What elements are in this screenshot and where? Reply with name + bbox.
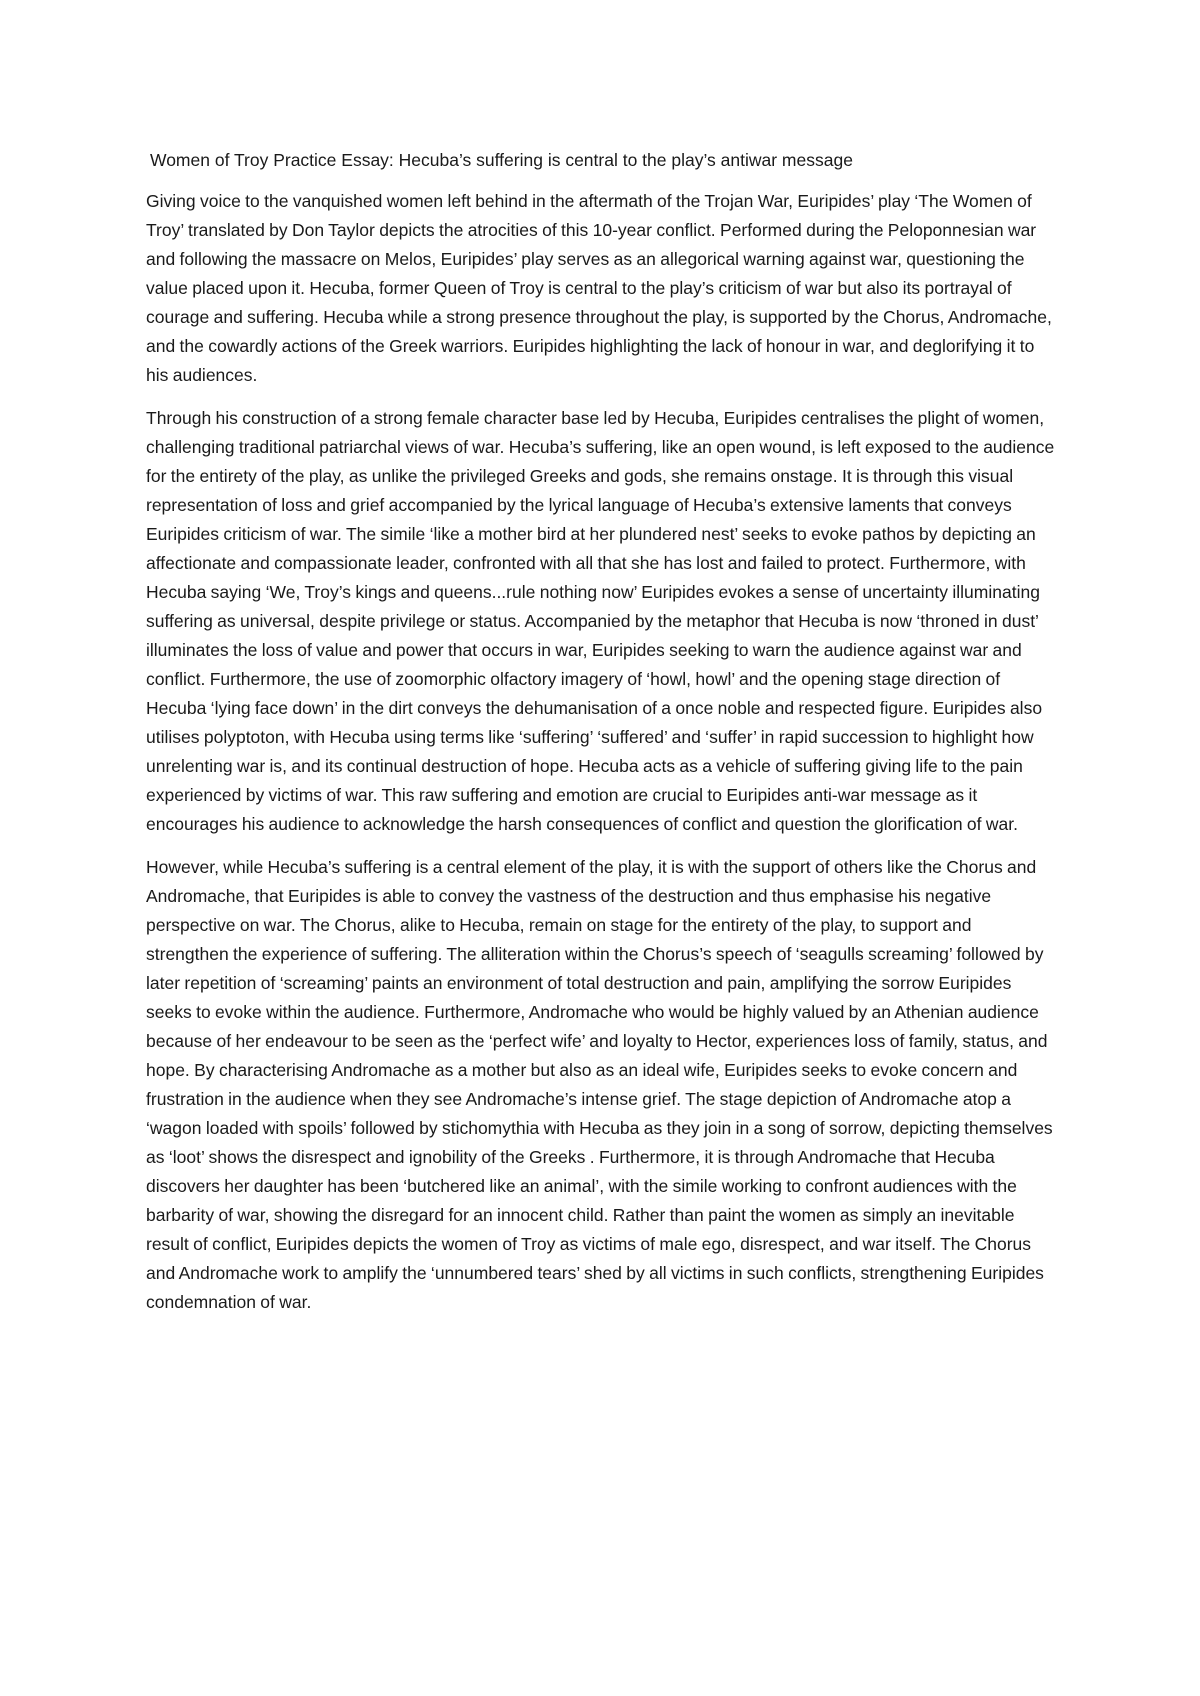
paragraph-chorus-andromache: However, while Hecuba’s suffering is a central element of the play, it is with the support of others like the Chorus and Andromache, that Euripides is able to convey the vastness of the destruction and thus emphasise his negative perspective on war. The Chorus, alike to Hecuba, remain on stage for the entirety of the play, to support and strengthen the experience of suffering. The alliteration within the Chorus’s speech of ‘seagulls screaming’ followed by later repetition of ‘screaming’ paints an environment of total destruction and pain, amplifying the sorrow Euripides seeks to evoke within the audience. Furthermore, Andromache who would be highly valued by an Athenian audience because of her endeavour to be seen as the ‘perfect wife’ and loyalty to Hector, experiences loss of family, status, and hope. By characterising Andromache as a mother but also as an ideal wife, Euripides seeks to evoke concern and frustration in the audience when they see Andromache’s intense grief. The stage depiction of Andromache atop a ‘wagon loaded with spoils’ followed by stichomythia with Hecuba as they join in a song of sorrow, depicting themselves as ‘loot’ shows the disrespect and ignobility of the Greeks . Furthermore, it is through Andromache that Hecuba discovers her daughter has been ‘butchered like an animal’, with the simile working to confront audiences with the barbarity of war, showing the disregard for an innocent child. Rather than paint the women as simply an inevitable result of conflict, Euripides depicts the women of Troy as victims of male ego, disrespect, and war itself. The Chorus and Andromache work to amplify the ‘unnumbered tears’ shed by all victims in such conflicts, strengthening Euripides condemnation of war. bbox=[146, 857, 1053, 1312]
paragraph-hecuba-suffering: Through his construction of a strong female character base led by Hecuba, Euripides centralises the plight of women, challenging traditional patriarchal views of war. Hecuba’s suffering, like an open wound, is left exposed to the audience for the entirety of the play, as unlike the privileged Greeks and gods, she remains onstage. It is through this visual representation of loss and grief accompanied by the lyrical language of Hecuba’s extensive laments that conveys Euripides criticism of war. The simile ‘like a mother bird at her plundered nest’ seeks to evoke pathos by depicting an affectionate and compassionate leader, confronted with all that she has lost and failed to protect. Furthermore, with Hecuba saying ‘We, Troy’s kings and queens...rule nothing now’ Euripides evokes a sense of uncertainty illuminating suffering as universal, despite privilege or status. Accompanied by the metaphor that Hecuba is now ‘throned in dust’ illuminates the loss of value and power that occurs in war, Euripides seeking to warn the audience against war and conflict. Furthermore, the use of zoomorphic olfactory imagery of ‘howl, howl’ and the opening stage direction of Hecuba ‘lying face down’ in the dirt conveys the dehumanisation of a once noble and respected figure. Euripides also utilises polyptoton, with Hecuba using terms like ‘suffering’ ‘suffered’ and ‘suffer’ in rapid succession to highlight how unrelenting war is, and its continual destruction of hope. Hecuba acts as a vehicle of suffering giving life to the pain experienced by victims of war. This raw suffering and emotion are crucial to Euripides anti-war message as it encourages his audience to acknowledge the harsh consequences of conflict and question the glorification of war. bbox=[146, 408, 1055, 834]
paragraph-introduction: Giving voice to the vanquished women left behind in the aftermath of the Trojan War, Euripides’ play ‘The Women of Troy’ translated by Don Taylor depicts the atrocities of this 10-year conflict. Performed during the Peloponnesian war and following the massacre on Melos, Euripides’ play serves as an allegorical warning against war, questioning the value placed upon it. Hecuba, former Queen of Troy is central to the play’s criticism of war but also its portrayal of courage and suffering. Hecuba while a strong presence throughout the play, is supported by the Chorus, Andromache, and the cowardly actions of the Greek warriors. Euripides highlighting the lack of honour in war, and deglorifying it to his audiences. bbox=[146, 191, 1052, 385]
essay-body bbox=[146, 146, 1058, 1331]
essay-title: Women of Troy Practice Essay: Hecuba’s suffering is central to the play’s antiwar message bbox=[150, 150, 853, 170]
